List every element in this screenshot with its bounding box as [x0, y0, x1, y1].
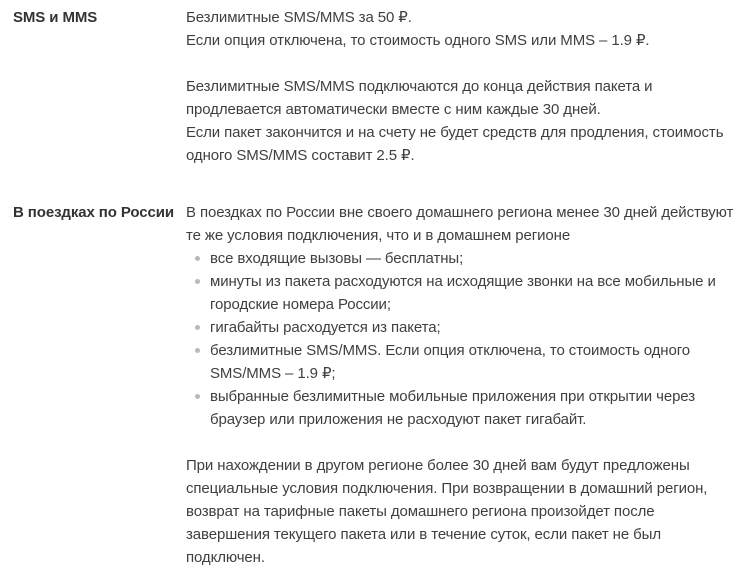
- list-item-unlimited-sms: безлимитные SMS/MMS. Если опция отключена, то стоимость одного SMS/MMS – 1.9 ₽;: [186, 339, 735, 385]
- list-item-package-minutes: минуты из пакета расходуются на исходящие звонки на все мобильные и городские номера России;: [186, 270, 735, 316]
- text-line: При нахождении в другом регионе более 30 дней вам будут предложены специальные условия подключения. При возвращении в домашний регион, возврат на тарифные пакеты домашнего региона произойдет после завершения текущего пакета или в течение суток, если пакет не был подключен.: [186, 457, 708, 566]
- paragraph-trips-intro: [186, 201, 735, 247]
- list-item-gigabytes: гигабайты расходуется из пакета;: [186, 316, 735, 339]
- text-line: Если опция отключена, то стоимость одного SMS или MMS – 1.9 ₽.: [186, 32, 650, 49]
- text-line: Безлимитные SMS/MMS за 50 ₽.: [186, 9, 412, 26]
- list-item-unlimited-apps: выбранные безлимитные мобильные приложения при открытии через браузер или приложения не расходуют пакет гигабайт.: [186, 385, 735, 431]
- section-sms-mms: [13, 6, 735, 167]
- list-item-incoming-calls: все входящие вызовы — бесплатны;: [186, 247, 735, 270]
- section-label-russia-trips: В поездках по России: [13, 204, 175, 221]
- paragraph-sms-price: [186, 6, 735, 52]
- section-russia-trips: [13, 201, 735, 569]
- paragraph-trips-outro: [186, 454, 735, 569]
- section-content-russia-trips: [186, 201, 735, 569]
- text-line: Если пакет закончится и на счету не будет средств для продления, стоимость одного SMS/MMS составит 2.5 ₽.: [186, 124, 724, 164]
- paragraph-sms-renewal: [186, 75, 735, 167]
- section-label-sms-mms: SMS и MMS: [13, 9, 98, 26]
- trips-conditions-list: [186, 247, 735, 431]
- text-line: В поездках по России вне своего домашнего региона менее 30 дней действуют те же условия подключения, что и в домашнем регионе: [186, 204, 734, 244]
- text-line: Безлимитные SMS/MMS подключаются до конца действия пакета и продлевается автоматически вместе с ним каждые 30 дней.: [186, 78, 653, 118]
- section-content-sms-mms: [186, 6, 735, 167]
